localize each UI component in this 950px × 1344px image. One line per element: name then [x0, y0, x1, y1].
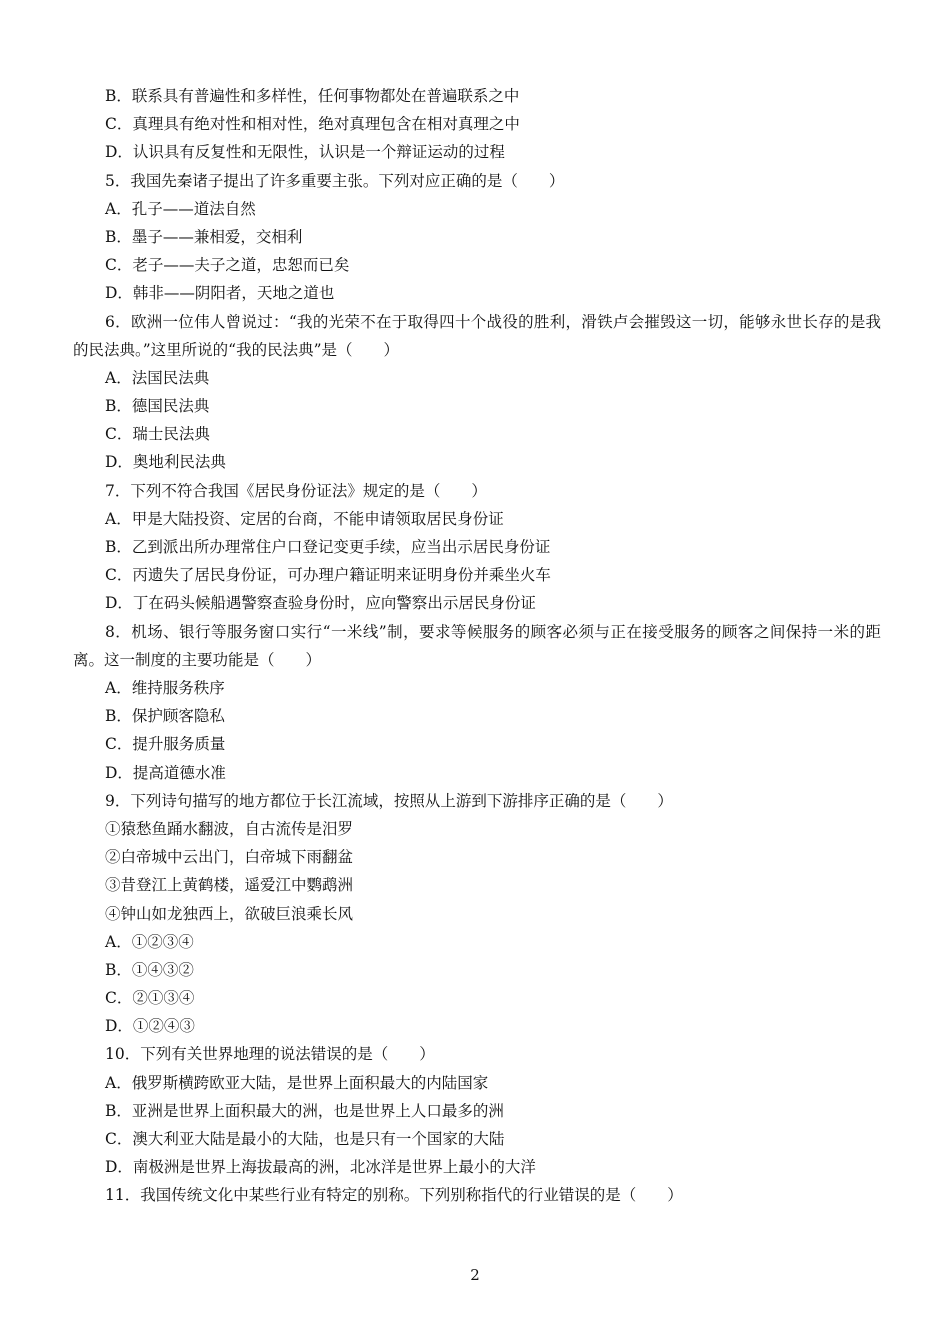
option-line: D．提高道德水准	[105, 763, 226, 782]
option-line: D．①②④③	[105, 1017, 195, 1036]
question-stem-8: 8．机场、银行等服务窗口实行“一米线”制，要求等候服务的顾客必须与正在接受服务的顾客之间保持一米的距离。这一制度的主要功能是（ ）	[73, 622, 881, 669]
option-line: C．真理具有绝对性和相对性，绝对真理包含在相对真理之中	[105, 115, 520, 134]
option-line: A．孔子——道法自然	[105, 199, 256, 218]
question-stem-11: 11．我国传统文化中某些行业有特定的别称。下列别称指代的行业错误的是（ ）	[105, 1186, 683, 1205]
option-line: C．提升服务质量	[105, 735, 226, 754]
option-line: D．丁在码头候船遇警察查验身份时，应向警察出示居民身份证	[105, 594, 536, 613]
question-stem-7: 7．下列不符合我国《居民身份证法》规定的是（ ）	[105, 481, 487, 500]
option-line: D．认识具有反复性和无限性，认识是一个辩证运动的过程	[105, 143, 505, 162]
option-line: A．①②③④	[105, 932, 194, 951]
question-stem-6: 6．欧洲一位伟人曾说过：“我的光荣不在于取得四十个战役的胜利，滑铁卢会摧毁这一切，能够永世长存的是我的民法典。”这里所说的“我的民法典”是（ ）	[73, 312, 881, 359]
option-line: C．老子——夫子之道，忠恕而已矣	[105, 256, 350, 275]
poem-line: ④钟山如龙独西上，欲破巨浪乘长风	[105, 904, 354, 923]
question-text-body	[73, 82, 881, 1210]
option-line: B．①④③②	[105, 960, 194, 979]
option-line: C．丙遗失了居民身份证，可办理户籍证明来证明身份并乘坐火车	[105, 566, 551, 585]
option-line: C．澳大利亚大陆是最小的大陆，也是只有一个国家的大陆	[105, 1130, 505, 1148]
page-number: 2	[470, 1266, 480, 1284]
option-line: B．德国民法典	[105, 397, 210, 416]
question-stem-5: 5．我国先秦诸子提出了许多重要主张。下列对应正确的是（ ）	[105, 171, 565, 190]
option-line: B．亚洲是世界上面积最大的洲，也是世界上人口最多的洲	[105, 1101, 504, 1120]
option-line: A．甲是大陆投资、定居的台商，不能申请领取居民身份证	[105, 509, 504, 528]
poem-line: ②白帝城中云出门，白帝城下雨翻盆	[105, 848, 354, 867]
question-stem-10: 10．下列有关世界地理的说法错误的是（ ）	[105, 1045, 435, 1064]
option-line: C．②①③④	[105, 989, 195, 1008]
option-line: B．乙到派出所办理常住户口登记变更手续，应当出示居民身份证	[105, 538, 551, 557]
option-line: C．瑞士民法典	[105, 425, 210, 444]
option-line: A．法国民法典	[105, 368, 210, 387]
option-line: A．俄罗斯横跨欧亚大陆，是世界上面积最大的内陆国家	[105, 1073, 489, 1092]
poem-line: ①猿愁鱼踊水翻波，自古流传是汨罗	[105, 819, 354, 838]
option-line: B．保护顾客隐私	[105, 707, 225, 726]
option-line: D．韩非——阴阳者，天地之道也	[105, 284, 335, 303]
option-line: D．奥地利民法典	[105, 453, 226, 472]
poem-line: ③昔登江上黄鹤楼，遥爱江中鹦鹉洲	[105, 876, 354, 895]
option-line: B．墨子——兼相爱，交相利	[105, 227, 303, 246]
option-line: B．联系具有普遍性和多样性，任何事物都处在普遍联系之中	[105, 87, 520, 105]
option-line: A．维持服务秩序	[105, 679, 225, 697]
option-line: D．南极洲是世界上海拔最高的洲，北冰洋是世界上最小的大洋	[105, 1158, 536, 1177]
question-stem-9: 9．下列诗句描写的地方都位于长江流域，按照从上游到下游排序正确的是（ ）	[105, 791, 673, 810]
